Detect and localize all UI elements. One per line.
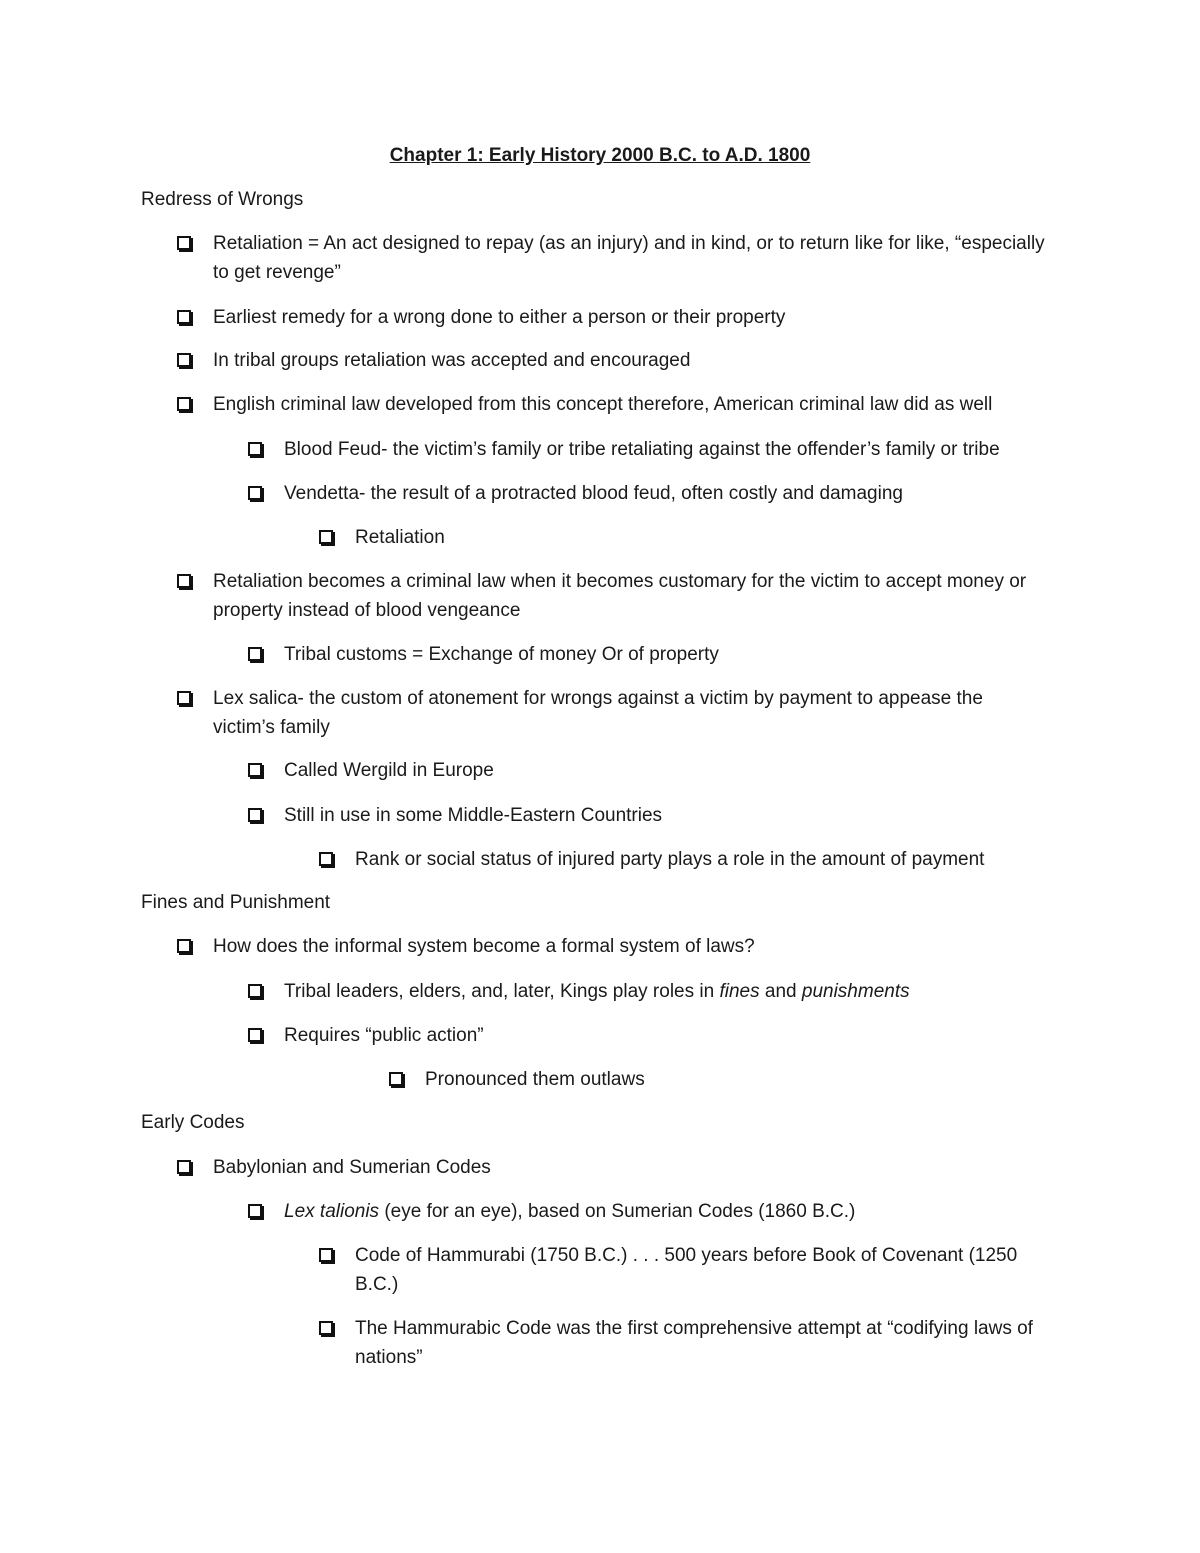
checkbox-bullet-icon [319, 530, 333, 544]
checkbox-bullet-icon [248, 442, 262, 456]
checkbox-bullet-icon [177, 691, 191, 705]
list-item: Requires “public action” [248, 1021, 1048, 1050]
checkbox-bullet-icon [177, 236, 191, 250]
checkbox-bullet-icon [177, 310, 191, 324]
checkbox-bullet-icon [389, 1072, 403, 1086]
list-item: Pronounced them outlaws [389, 1065, 1049, 1094]
checkbox-bullet-icon [248, 1028, 262, 1042]
list-item: Rank or social status of injured party plays a role in the amount of payment [319, 845, 1049, 874]
list-item: Still in use in some Middle-Eastern Countries [248, 801, 1048, 830]
checkbox-bullet-icon [248, 808, 262, 822]
checkbox-bullet-icon [177, 574, 191, 588]
section-heading-fines-and-punishment: Fines and Punishment [141, 892, 331, 913]
list-item: Tribal leaders, elders, and, later, Kings play roles in fines and punishments [248, 977, 1048, 1006]
list-item: Earliest remedy for a wrong done to either a person or their property [177, 303, 1047, 332]
checkbox-bullet-icon [248, 647, 262, 661]
list-item: Lex talionis (eye for an eye), based on Sumerian Codes (1860 B.C.) [248, 1197, 1048, 1226]
section-heading-early-codes: Early Codes [141, 1112, 245, 1133]
list-item: Vendetta- the result of a protracted blood feud, often costly and damaging [248, 479, 1048, 508]
checkbox-bullet-icon [177, 397, 191, 411]
checkbox-bullet-icon [248, 984, 262, 998]
list-item: Tribal customs = Exchange of money Or of property [248, 640, 1048, 669]
checkbox-bullet-icon [319, 1248, 333, 1262]
page-title: Chapter 1: Early History 2000 B.C. to A.D. 1800 [389, 145, 811, 166]
list-item: In tribal groups retaliation was accepted and encouraged [177, 346, 1047, 375]
list-item: Retaliation becomes a criminal law when it becomes customary for the victim to accept money or property instead of blood vengeance [177, 567, 1047, 625]
list-item: Babylonian and Sumerian Codes [177, 1153, 1047, 1182]
list-item: Code of Hammurabi (1750 B.C.) . . . 500 years before Book of Covenant (1250 B.C.) [319, 1241, 1049, 1299]
list-item: Lex salica- the custom of atonement for wrongs against a victim by payment to appease the victim’s family [177, 684, 1047, 742]
checkbox-bullet-icon [177, 1160, 191, 1174]
list-item: Retaliation [319, 523, 1049, 552]
list-item: Called Wergild in Europe [248, 756, 1048, 785]
checkbox-bullet-icon [177, 353, 191, 367]
section-heading-redress-of-wrongs: Redress of Wrongs [141, 189, 304, 210]
checkbox-bullet-icon [248, 763, 262, 777]
list-item: How does the informal system become a formal system of laws? [177, 932, 1047, 961]
list-item: Blood Feud- the victim’s family or tribe retaliating against the offender’s family or tribe [248, 435, 1048, 464]
checkbox-bullet-icon [248, 486, 262, 500]
checkbox-bullet-icon [177, 939, 191, 953]
list-item: The Hammurabic Code was the first comprehensive attempt at “codifying laws of nations” [319, 1314, 1049, 1372]
list-item: Retaliation = An act designed to repay (as an injury) and in kind, or to return like for like, “especially to get revenge” [177, 229, 1047, 287]
checkbox-bullet-icon [248, 1204, 262, 1218]
list-item: English criminal law developed from this concept therefore, American criminal law did as well [177, 390, 1047, 419]
checkbox-bullet-icon [319, 852, 333, 866]
checkbox-bullet-icon [319, 1321, 333, 1335]
